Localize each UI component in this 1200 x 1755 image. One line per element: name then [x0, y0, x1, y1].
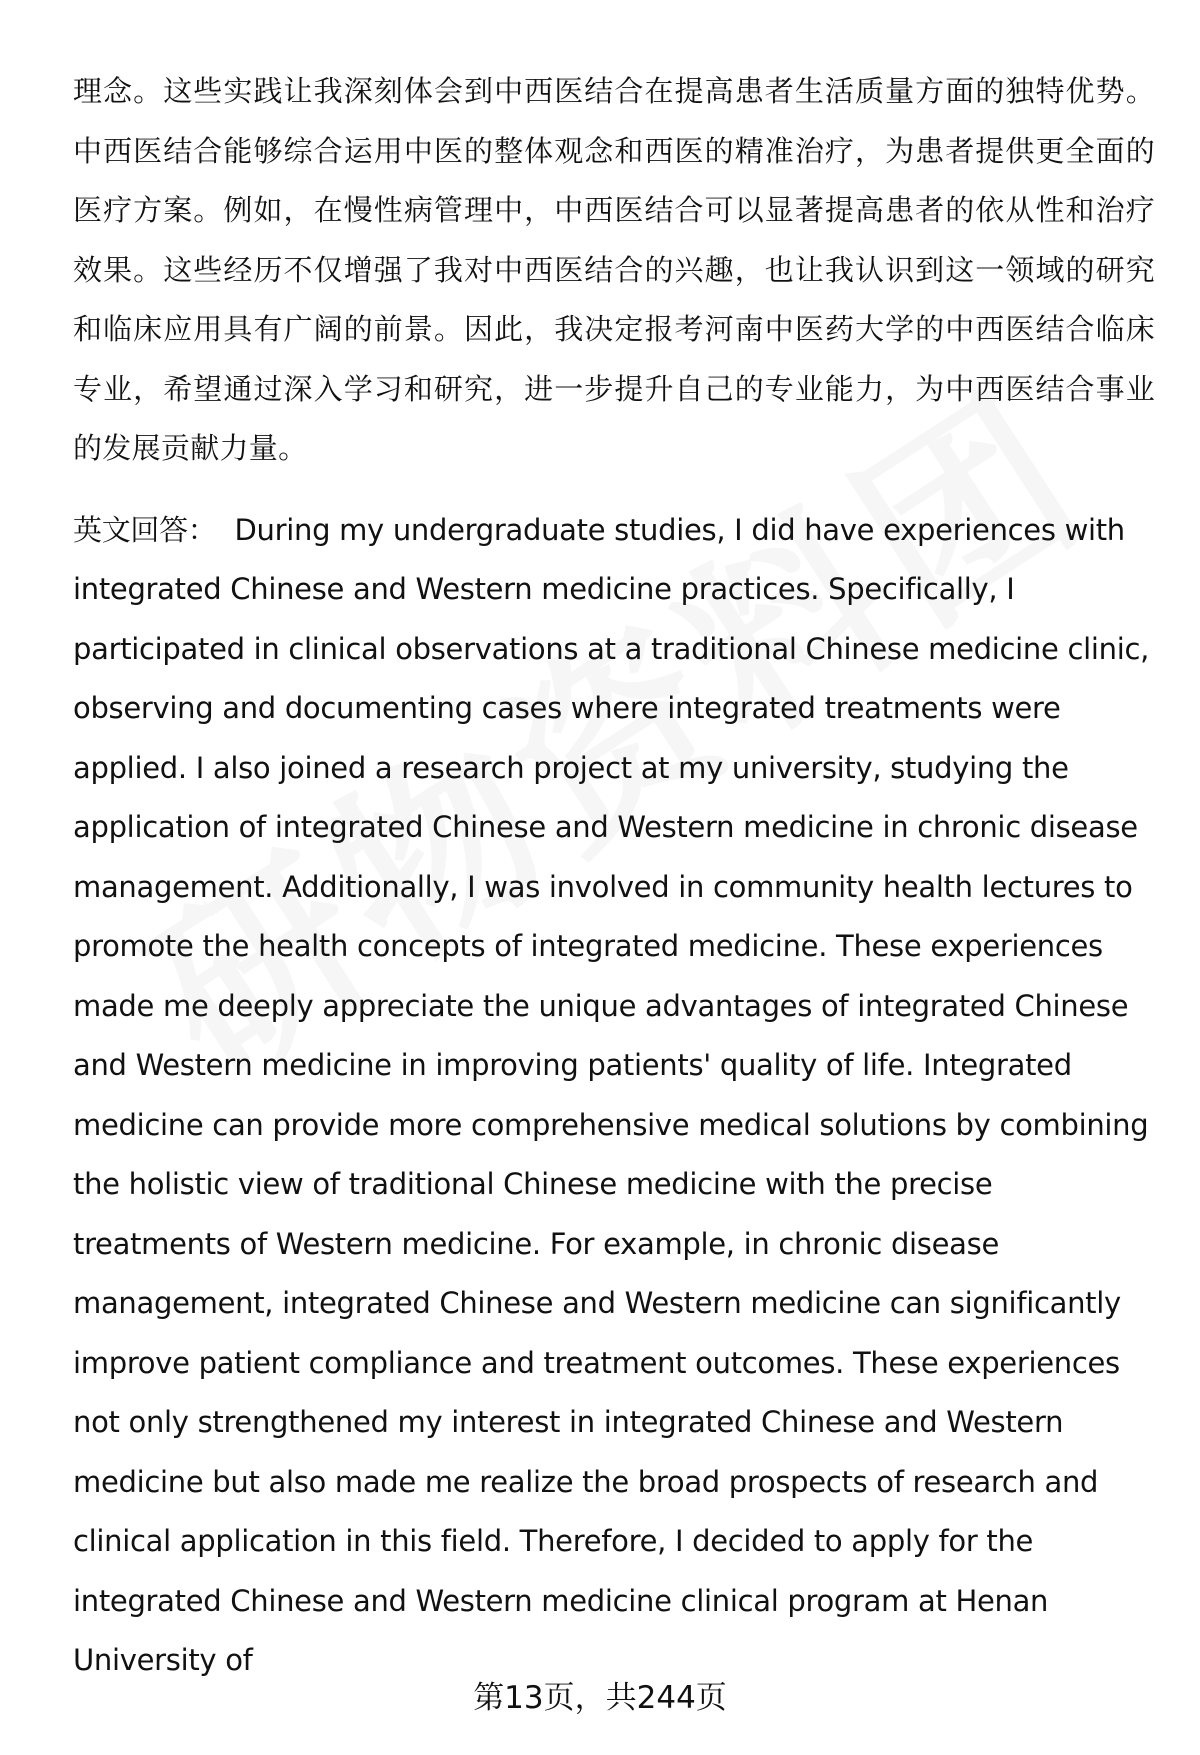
page-number-footer: 第13页，共244页 [473, 1680, 727, 1716]
english-answer-paragraph [73, 501, 1155, 1691]
english-answer-text: During my undergraduate studies, I did have experiences with integrated Chinese and Western medicine practices. Specifically, I participated in clinical observations at a traditional Chinese medicine clinic, observing and documenting cases where integrated treatments were applied. I also joined a research project at my university, studying the application of integrated Chinese and Western medicine in chronic disease management. Additionally, I was involved in community health lectures to promote the health concepts of integrated medicine. These experiences made me deeply appreciate the unique advantages of integrated Chinese and Western medicine in improving patients' quality of life. Integrated medicine can provide more comprehensive medical solutions by combining the holistic view of traditional Chinese medicine with the precise treatments of Western medicine. For example, in chronic disease management, integrated Chinese and Western medicine can significantly improve patient compliance and treatment outcomes. These experiences not only strengthened my interest in integrated Chinese and Western medicine but also made me realize the broad prospects of research and clinical application in this field. Therefore, I decided to apply for the integrated Chinese and Western medicine clinical program at Henan University of [73, 512, 1150, 1677]
document-body [73, 62, 1155, 1691]
chinese-answer-paragraph: 理念。这些实践让我深刻体会到中西医结合在提高患者生活质量方面的独特优势。中西医结合能够综合运用中医的整体观念和西医的精准治疗，为患者提供更全面的医疗方案。例如，在慢性病管理中，中西医结合可以显著提高患者的依从性和治疗效果。这些经历不仅增强了我对中西医结合的兴趣，也让我认识到这一领域的研究和临床应用具有广阔的前景。因此，我决定报考河南中医药大学的中西医结合临床专业，希望通过深入学习和研究，进一步提升自己的专业能力，为中西医结合事业的发展贡献力量。 [73, 74, 1155, 465]
english-answer-label: 英文回答： [73, 512, 217, 547]
